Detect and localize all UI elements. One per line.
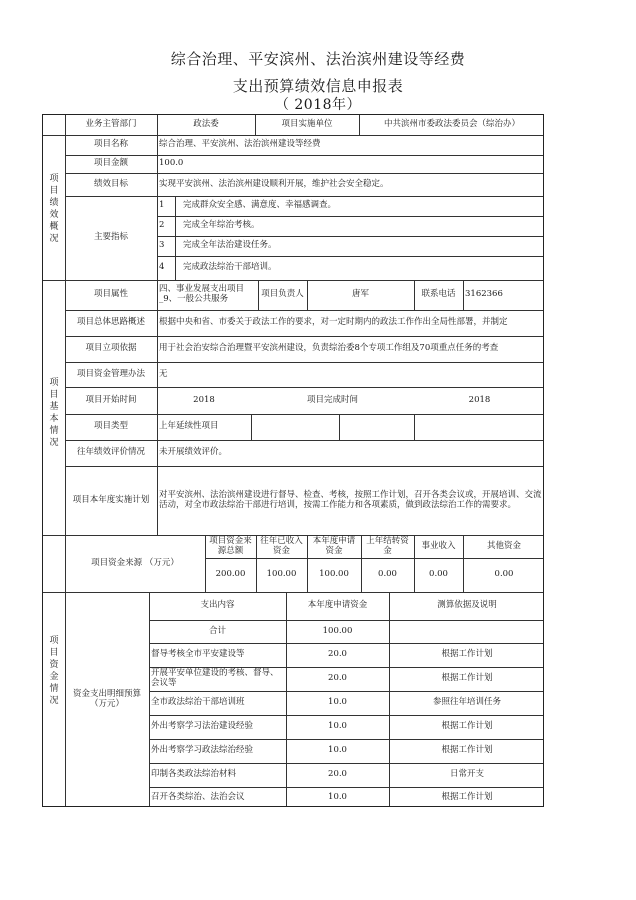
mgmt-value: 无: [159, 368, 168, 379]
plan-value: 对平安滨州、法治滨州建设进行督导、检查、考核，按照工作计划，召开各类会议或，开展培训、交流活动，对全市政法综治干部进行培训，按需工作能力和各项素质，做到政法综治工作的需要求。: [159, 489, 542, 510]
funds-header: 其他资金: [486, 540, 521, 551]
funds-header: 本年度申请资金: [312, 535, 356, 556]
detail-total-value: 100.00: [322, 625, 353, 636]
overview-label: 项目总体思路概述: [76, 317, 145, 328]
indicator-text: 完成政法综治干部培训。: [183, 262, 277, 273]
detail-row-note: 根据工作计划: [441, 721, 493, 732]
section-label-funds: 项目资金情况: [49, 636, 59, 706]
funds-header: 事业收入: [421, 540, 456, 551]
impl-unit-value: 中共滨州市委政法委员会（综治办）: [383, 119, 520, 130]
detail-row-amount: 10.0: [328, 697, 347, 708]
end-time-label: 项目完成时间: [306, 394, 358, 405]
detail-row-item: 印制各类政法综治材料: [151, 769, 237, 780]
funds-header: 上年结转资金: [366, 535, 409, 556]
plan-label: 项目本年度实施计划: [72, 494, 150, 505]
prev-eval-value: 未开展绩效评价。: [159, 447, 228, 458]
attr-label: 项目属性: [93, 289, 128, 300]
goal-label: 绩效目标: [93, 178, 128, 189]
detail-row-note: 参照往年培训任务: [432, 697, 501, 708]
detail-row-item: 召开各类综治、法治会议: [151, 791, 245, 802]
detail-row-amount: 10.0: [328, 745, 347, 756]
indicators-label: 主要指标: [93, 232, 128, 243]
start-time-label: 项目开始时间: [85, 394, 137, 405]
funds-value: 0.00: [494, 569, 514, 580]
detail-row-amount: 20.0: [328, 769, 347, 780]
funds-value: 0.00: [378, 569, 397, 580]
detail-row-item: 外出考察学习政法综治经验: [151, 745, 254, 756]
funds-value: 100.00: [266, 569, 297, 580]
indicator-no: 2: [159, 220, 165, 231]
document-title-line2: 支出预算绩效信息申报表: [232, 77, 404, 95]
detail-row-note: 根据工作计划: [441, 791, 493, 802]
detail-row-note: 根据工作计划: [441, 745, 493, 756]
indicator-no: 1: [159, 200, 165, 211]
detail-row-item: 督导考核全市平安建设等: [151, 649, 245, 660]
end-time-value: 2018: [468, 394, 491, 405]
detail-header-amount: 本年度申请资金: [307, 600, 368, 611]
performance-form-table: [42, 114, 544, 807]
impl-unit-label: 项目实施单位: [281, 119, 333, 130]
type-label: 项目类型: [93, 421, 128, 432]
phone-label: 联系电话: [421, 289, 456, 300]
detail-row-amount: 20.0: [328, 649, 347, 660]
detail-row-amount: 10.0: [328, 721, 347, 732]
funds-source-label: 项目资金来源 （万元）: [91, 557, 179, 568]
indicator-no: 3: [159, 240, 165, 251]
funds-header: 往年已收入资金: [260, 535, 303, 556]
detail-row-note: 日常开支: [449, 769, 484, 780]
project-name-value: 综合治理、平安滨州、法治滨州建设等经费: [159, 139, 321, 150]
basis-value: 用于社会治安综合治理暨平安滨州建设，负责综治委8个专项工作组及70项重点任务的考查: [159, 343, 499, 354]
funds-value: 100.00: [319, 569, 349, 580]
detail-header-item: 支出内容: [200, 600, 235, 611]
leader-value: 唐军: [351, 289, 369, 300]
start-time-value: 2018: [193, 394, 215, 405]
detail-total-label: 合计: [208, 625, 226, 636]
goal-value: 实现平安滨州、法治滨州建设顺利开展，维护社会安全稳定。: [159, 178, 389, 189]
section-label-overview: 项目绩效概况: [49, 174, 59, 244]
indicator-no: 4: [159, 262, 165, 273]
detail-row-note: 根据工作计划: [441, 673, 493, 684]
detail-row-item: 外出考察学习法治建设经验: [151, 721, 254, 732]
funds-header: 项目资金来源总额: [209, 535, 252, 556]
mgmt-label: 项目资金管理办法: [76, 368, 145, 379]
dept-label: 业务主管部门: [85, 119, 137, 130]
amount-label: 项目金额: [93, 158, 128, 169]
indicator-text: 完成全年法治建设任务。: [183, 240, 277, 251]
detail-header-note: 测算依据及说明: [437, 600, 497, 611]
detail-row-note: 根据工作计划: [441, 649, 493, 660]
overview-value: 根据中央和省、市委关于政法工作的要求，对一定时期内的政法工作作出全局性部署，并制定: [159, 317, 508, 328]
detail-row-amount: 20.0: [328, 673, 347, 684]
section-label-basic: 项目基本情况: [49, 378, 59, 448]
dept-value: 政法委: [193, 119, 219, 130]
phone-value: 3162366: [465, 289, 503, 300]
basis-label: 项目立项依据: [85, 343, 137, 354]
detail-row-item: 全市政法综治干部培训班: [151, 697, 245, 708]
project-name-label: 项目名称: [93, 139, 128, 150]
amount-value: 100.0: [159, 158, 184, 169]
attr-value: 四、事业发展支出项目_9、一般公共服务: [159, 284, 245, 304]
detail-row-item: 开展平安单位建设的考核、督导、会议等: [151, 668, 279, 688]
funds-value: 200.00: [215, 569, 246, 580]
document-year: （ 2018年）: [274, 97, 362, 113]
document-title-line1: 综合治理、平安滨州、法治滨州建设等经费: [170, 50, 466, 68]
indicator-text: 完成全年综治考核。: [183, 220, 260, 231]
detail-row-amount: 10.0: [328, 791, 347, 802]
prev-eval-label: 往年绩效评价情况: [76, 447, 145, 458]
funds-value: 0.00: [429, 569, 448, 580]
funds-detail-label: 资金支出明细预算（万元）: [72, 689, 141, 709]
type-value: 上年延续性项目: [159, 421, 219, 432]
indicator-text: 完成群众安全感、满意度、幸福感调查。: [183, 200, 337, 211]
leader-label: 项目负责人: [261, 289, 304, 300]
